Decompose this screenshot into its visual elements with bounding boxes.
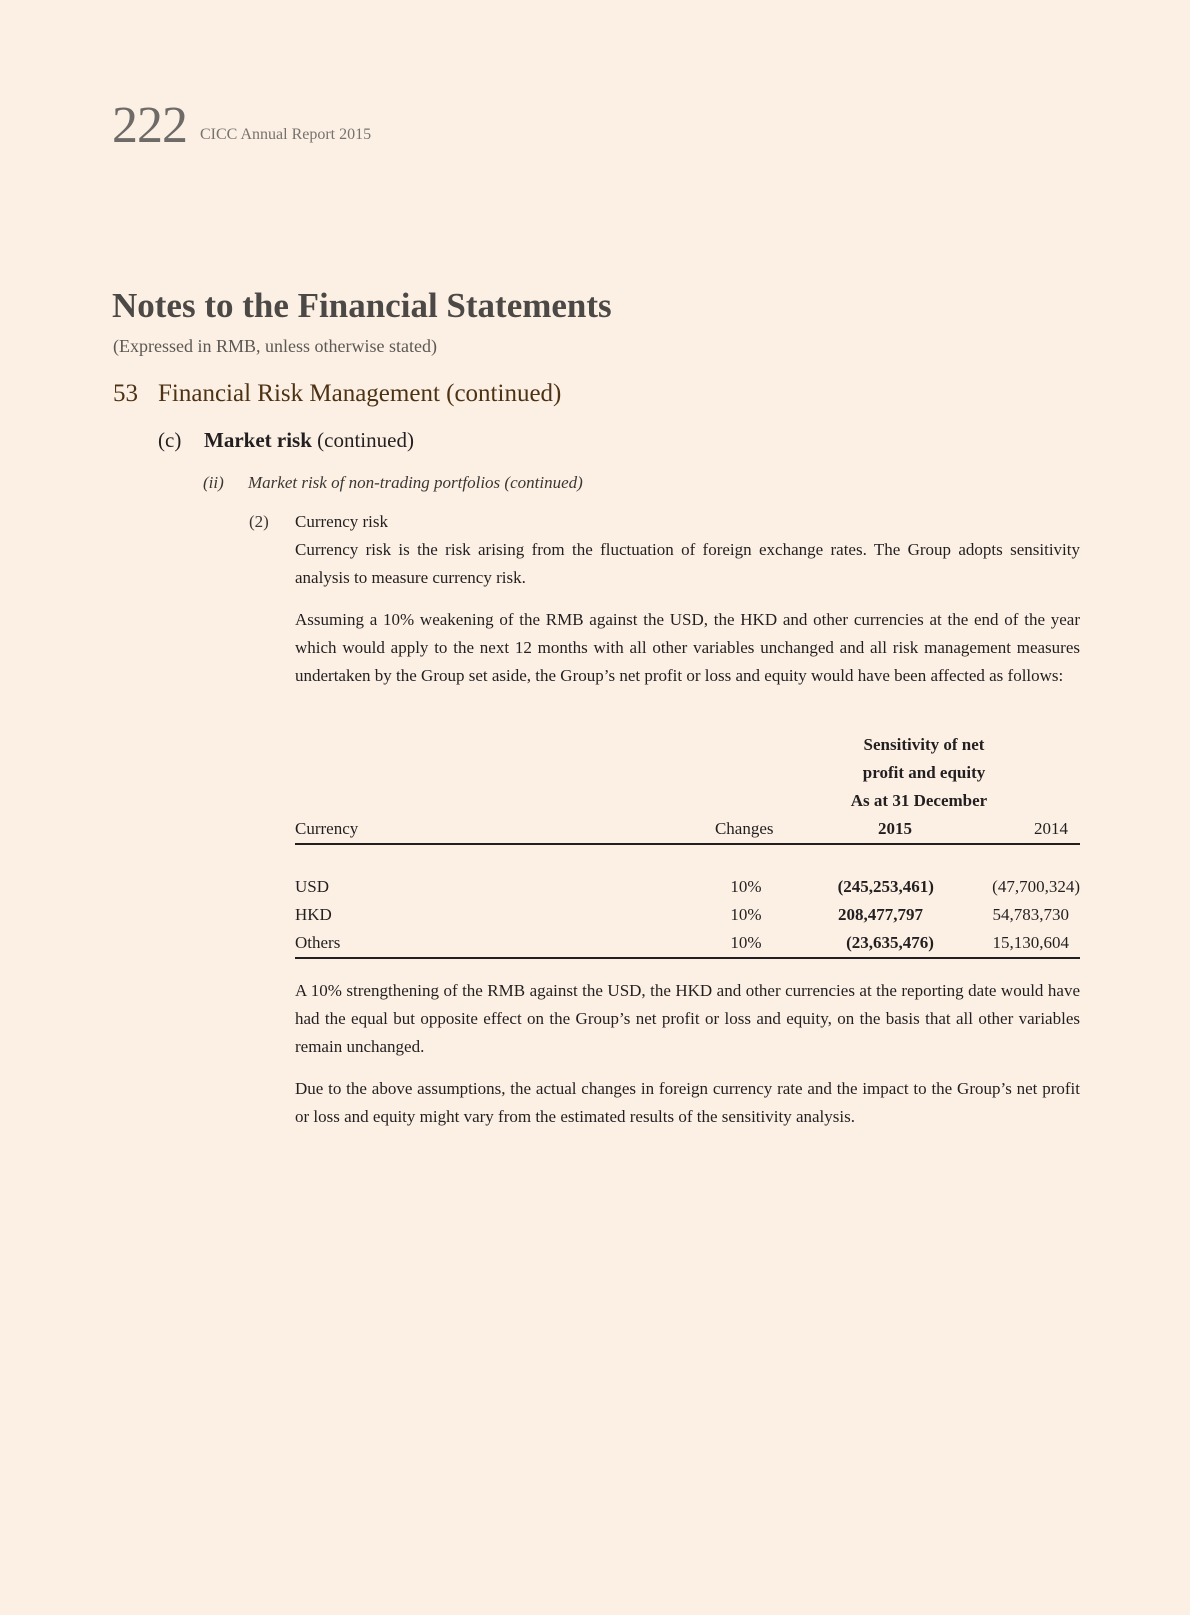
row-value-2014: 15,130,604 (934, 929, 1080, 958)
column-header-2015: 2015 (774, 815, 934, 844)
table-row (295, 873, 1080, 901)
subsection-title (204, 428, 414, 453)
report-title: CICC Annual Report 2015 (200, 126, 372, 143)
column-header-2014: 2014 (934, 815, 1080, 844)
paragraph-assumption: Assuming a 10% weakening of the RMB against the USD, the HKD and other currencies at the end of the year which would apply to the next 12 months with all other variables unchanged and all risk management measures undertaken by the Group set aside, the Group’s net profit or loss and equity would have been affected as follows: (295, 610, 1080, 685)
paragraph-disclaimer: Due to the above assumptions, the actual changes in foreign currency rate and the impact to the Group’s net profit or loss and equity might vary from the estimated results of the sensitivity analysis. (295, 1079, 1080, 1126)
row-changes: 10% (677, 929, 773, 958)
table-column-header-row (295, 815, 1080, 844)
row-value-2015: (245,253,461) (837, 877, 934, 896)
row-value-2014: 54,783,730 (992, 905, 1069, 924)
row-changes: 10% (730, 905, 762, 924)
row-value-2015: (23,635,476) (774, 929, 934, 958)
section-number: 53 (113, 380, 138, 407)
page-subtitle: (Expressed in RMB, unless otherwise stated) (113, 336, 437, 356)
page-number: 222 (112, 97, 187, 154)
subsection-label: (c) (158, 428, 182, 452)
table-group-header-3: As at 31 December (850, 791, 988, 810)
row-currency: USD (295, 877, 330, 896)
sensitivity-table (295, 731, 1080, 959)
paragraph-definition: Currency risk is the risk arising from the fluctuation of foreign exchange rates. The Group adopts sensitivity analysis to measure currency risk. (295, 540, 1080, 587)
table-group-header-row-2 (295, 759, 1080, 787)
column-header-currency: Currency (295, 815, 677, 844)
subsubsection-title: Market risk of non-trading portfolios (continued) (248, 473, 583, 492)
table-group-header-1: Sensitivity of net (863, 735, 985, 754)
paragraph-strengthening: A 10% strengthening of the RMB against the USD, the HKD and other currencies at the reporting date would have had the equal but opposite effect on the Group’s net profit or loss and equity, on the basis that all other variables remain unchanged. (295, 981, 1080, 1056)
table-row (295, 901, 1080, 929)
column-header-changes: Changes (677, 815, 773, 844)
row-currency: HKD (295, 905, 332, 924)
subsection-title-bold: Market risk (204, 428, 312, 452)
section-title: Financial Risk Management (continued) (158, 380, 562, 407)
item-label: (2) (249, 512, 269, 531)
table-row (295, 929, 1080, 958)
row-value-2015: 208,477,797 (837, 905, 923, 924)
table-group-header-row-3 (295, 787, 1080, 815)
row-changes: 10% (730, 877, 762, 896)
row-currency: Others (295, 929, 677, 958)
row-value-2014: (47,700,324) (992, 877, 1080, 896)
page-title: Notes to the Financial Statements (112, 286, 612, 325)
table-group-header-row (295, 731, 1080, 759)
item-title: Currency risk (295, 512, 389, 531)
table-group-header-2: profit and equity (862, 763, 986, 782)
subsection-title-rest: (continued) (311, 428, 414, 452)
subsubsection-label: (ii) (203, 473, 224, 492)
